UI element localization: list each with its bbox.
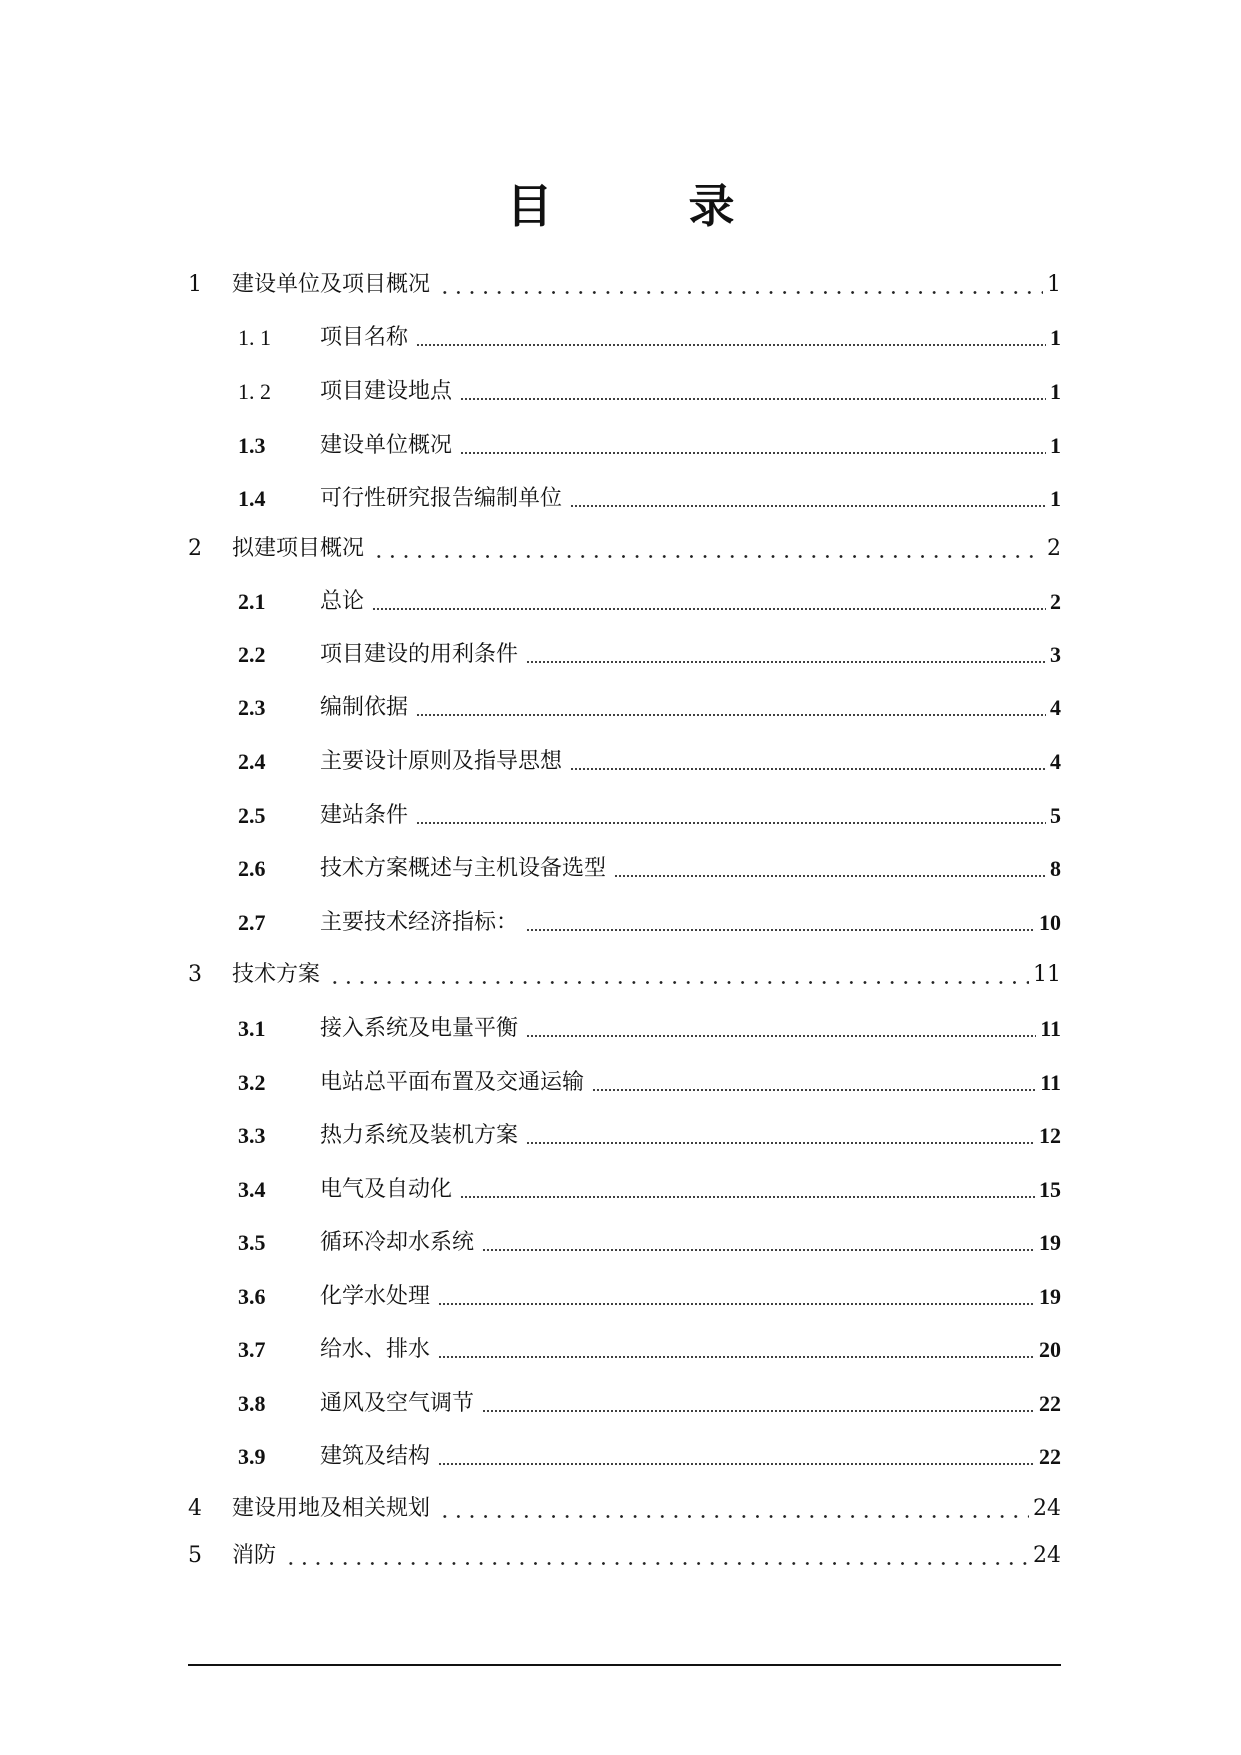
toc-entry-page-number: 15: [1039, 1177, 1061, 1202]
toc-dot-leader: [570, 482, 1046, 516]
toc-section-entry[interactable]: [238, 482, 1061, 516]
toc-entry-page-number: 3: [1050, 642, 1061, 667]
toc-entry-page-number: 1: [1050, 486, 1061, 511]
toc-entry-number: 2: [188, 536, 202, 561]
toc-entry-number: 1.4: [238, 486, 266, 511]
toc-entry-label: 可行性研究报告编制单位: [320, 486, 563, 511]
toc-entry-label: 建筑及结构: [320, 1444, 431, 1469]
toc-entry-number: 3.8: [238, 1391, 266, 1416]
toc-entry-number: 3: [188, 962, 202, 987]
toc-section-entry[interactable]: [238, 691, 1061, 725]
toc-entry-label: 编制依据: [320, 695, 409, 720]
toc-entry-label: 项目建设的用利条件: [320, 642, 519, 667]
toc-entry-number: 2.7: [238, 910, 266, 935]
toc-dot-leader: [416, 321, 1046, 355]
toc-entry-number: 1: [188, 272, 202, 297]
toc-section-entry[interactable]: [238, 1333, 1061, 1367]
toc-entry-number: 3.9: [238, 1444, 266, 1469]
toc-section-entry[interactable]: [238, 1440, 1061, 1474]
toc-entry-page-number: 20: [1039, 1337, 1061, 1362]
toc-entry-page-number: 4: [1050, 695, 1061, 720]
footer-rule: [188, 1664, 1061, 1666]
toc-entry-number: 1.3: [238, 433, 266, 458]
toc-entry-number: 1. 2: [238, 379, 271, 404]
toc-entry-page-number: 12: [1039, 1123, 1061, 1148]
toc-dot-leader: [526, 906, 1035, 940]
toc-entry-label: 主要设计原则及指导思想: [320, 749, 563, 774]
page-title: 目 录: [506, 179, 795, 233]
toc-dot-leader: [526, 1119, 1035, 1153]
toc-section-entry[interactable]: [238, 906, 1061, 940]
toc-entry-page-number: 4: [1050, 749, 1061, 774]
toc-entry-label: 项目建设地点: [320, 379, 453, 404]
toc-entry-number: 3.1: [238, 1016, 266, 1041]
toc-entry-label: 电气及自动化: [320, 1177, 453, 1202]
toc-dot-leader: [570, 745, 1046, 779]
toc-entry-page-number: 22: [1039, 1391, 1061, 1416]
toc-entry-label: 循环冷却水系统: [320, 1230, 475, 1255]
toc-section-entry[interactable]: [238, 321, 1061, 355]
toc-dot-leader: [416, 691, 1046, 725]
toc-entry-page-number: 24: [1033, 1543, 1061, 1568]
toc-entry-page-number: 2: [1047, 536, 1061, 561]
toc-dot-leader: [438, 1333, 1035, 1367]
toc-dot-leader: [372, 585, 1046, 619]
toc-entry-number: 2.5: [238, 803, 266, 828]
toc-dot-leader: [526, 1012, 1036, 1046]
toc-entry-number: 5: [188, 1543, 202, 1568]
toc-entry-label: 拟建项目概况: [232, 536, 365, 561]
toc-entry-label: 技术方案: [232, 962, 321, 987]
toc-entry-page-number: 19: [1039, 1230, 1061, 1255]
toc-entry-page-number: 1: [1047, 272, 1061, 297]
toc-entry-page-number: 2: [1050, 589, 1061, 614]
toc-entry-label: 电站总平面布置及交通运输: [320, 1070, 585, 1095]
toc-chapter-entry[interactable]: [188, 532, 1061, 566]
toc-dot-leader: [460, 1173, 1035, 1207]
toc-chapter-entry[interactable]: [188, 958, 1061, 992]
toc-dot-leader: [592, 1066, 1036, 1100]
toc-section-entry[interactable]: [238, 1226, 1061, 1260]
toc-entry-page-number: 5: [1050, 803, 1061, 828]
toc-entry-label: 建设单位及项目概况: [232, 272, 431, 297]
toc-section-entry[interactable]: [238, 429, 1061, 463]
toc-section-entry[interactable]: [238, 1119, 1061, 1153]
toc-entry-page-number: 11: [1040, 1070, 1061, 1095]
toc-section-entry[interactable]: [238, 799, 1061, 833]
toc-entry-label: 总论: [320, 589, 365, 614]
toc-entry-label: 通风及空气调节: [320, 1391, 475, 1416]
toc-entry-number: 3.2: [238, 1070, 266, 1095]
toc-entry-label: 热力系统及装机方案: [320, 1123, 519, 1148]
toc-entry-label: 化学水处理: [320, 1284, 431, 1309]
toc-section-entry[interactable]: [238, 638, 1061, 672]
toc-entry-number: 2.2: [238, 642, 266, 667]
toc-entry-label: 建设单位概况: [320, 433, 453, 458]
toc-entry-page-number: 19: [1039, 1284, 1061, 1309]
toc-dot-leader: [372, 532, 1043, 566]
toc-dot-leader: [438, 1492, 1029, 1526]
toc-entry-label: 接入系统及电量平衡: [320, 1016, 519, 1041]
toc-section-entry[interactable]: [238, 1387, 1061, 1421]
toc-entry-number: 2.1: [238, 589, 266, 614]
toc-entry-label: 给水、排水: [320, 1337, 431, 1362]
toc-section-entry[interactable]: [238, 852, 1061, 886]
toc-entry-page-number: 22: [1039, 1444, 1061, 1469]
toc-entry-number: 3.3: [238, 1123, 266, 1148]
toc-entry-label: 消防: [232, 1543, 277, 1568]
toc-entry-number: 3.6: [238, 1284, 266, 1309]
toc-entry-page-number: 1: [1050, 325, 1061, 350]
toc-section-entry[interactable]: [238, 1066, 1061, 1100]
toc-entry-page-number: 24: [1033, 1496, 1061, 1521]
toc-dot-leader: [614, 852, 1046, 886]
toc-section-entry[interactable]: [238, 1173, 1061, 1207]
toc-entry-label: 项目名称: [320, 325, 409, 350]
toc-chapter-entry[interactable]: [188, 268, 1061, 302]
toc-dot-leader: [482, 1226, 1035, 1260]
toc-section-entry[interactable]: [238, 585, 1061, 619]
toc-entry-number: 2.6: [238, 856, 266, 881]
toc-entry-page-number: 1: [1050, 379, 1061, 404]
toc-entry-page-number: 10: [1039, 910, 1061, 935]
toc-dot-leader: [438, 1280, 1035, 1314]
toc-entry-number: 1. 1: [238, 325, 271, 350]
toc-chapter-entry[interactable]: [188, 1539, 1061, 1573]
toc-entry-label: 主要技术经济指标：: [320, 910, 519, 935]
toc-dot-leader: [526, 638, 1046, 672]
toc-dot-leader: [460, 375, 1046, 409]
toc-entry-number: 2.3: [238, 695, 266, 720]
toc-dot-leader: [438, 268, 1043, 302]
toc-section-entry[interactable]: [238, 745, 1061, 779]
toc-entry-label: 建站条件: [320, 803, 409, 828]
toc-entry-number: 3.5: [238, 1230, 266, 1255]
toc-chapter-entry[interactable]: [188, 1492, 1061, 1526]
toc-entry-number: 2.4: [238, 749, 266, 774]
toc-entry-label: 技术方案概述与主机设备选型: [320, 856, 607, 881]
toc-dot-leader: [460, 429, 1046, 463]
toc-dot-leader: [438, 1440, 1035, 1474]
toc-entry-label: 建设用地及相关规划: [232, 1496, 431, 1521]
toc-dot-leader: [482, 1387, 1035, 1421]
toc-entry-page-number: 8: [1050, 856, 1061, 881]
toc-entry-page-number: 1: [1050, 433, 1061, 458]
toc-section-entry[interactable]: [238, 1012, 1061, 1046]
toc-section-entry[interactable]: [238, 375, 1061, 409]
toc-entry-number: 3.7: [238, 1337, 266, 1362]
toc-dot-leader: [284, 1539, 1029, 1573]
toc-entry-page-number: 11: [1040, 1016, 1061, 1041]
toc-entry-page-number: 11: [1033, 962, 1061, 987]
toc-entry-number: 4: [188, 1496, 202, 1521]
toc-dot-leader: [328, 958, 1029, 992]
toc-section-entry[interactable]: [238, 1280, 1061, 1314]
toc-entry-number: 3.4: [238, 1177, 266, 1202]
toc-dot-leader: [416, 799, 1046, 833]
